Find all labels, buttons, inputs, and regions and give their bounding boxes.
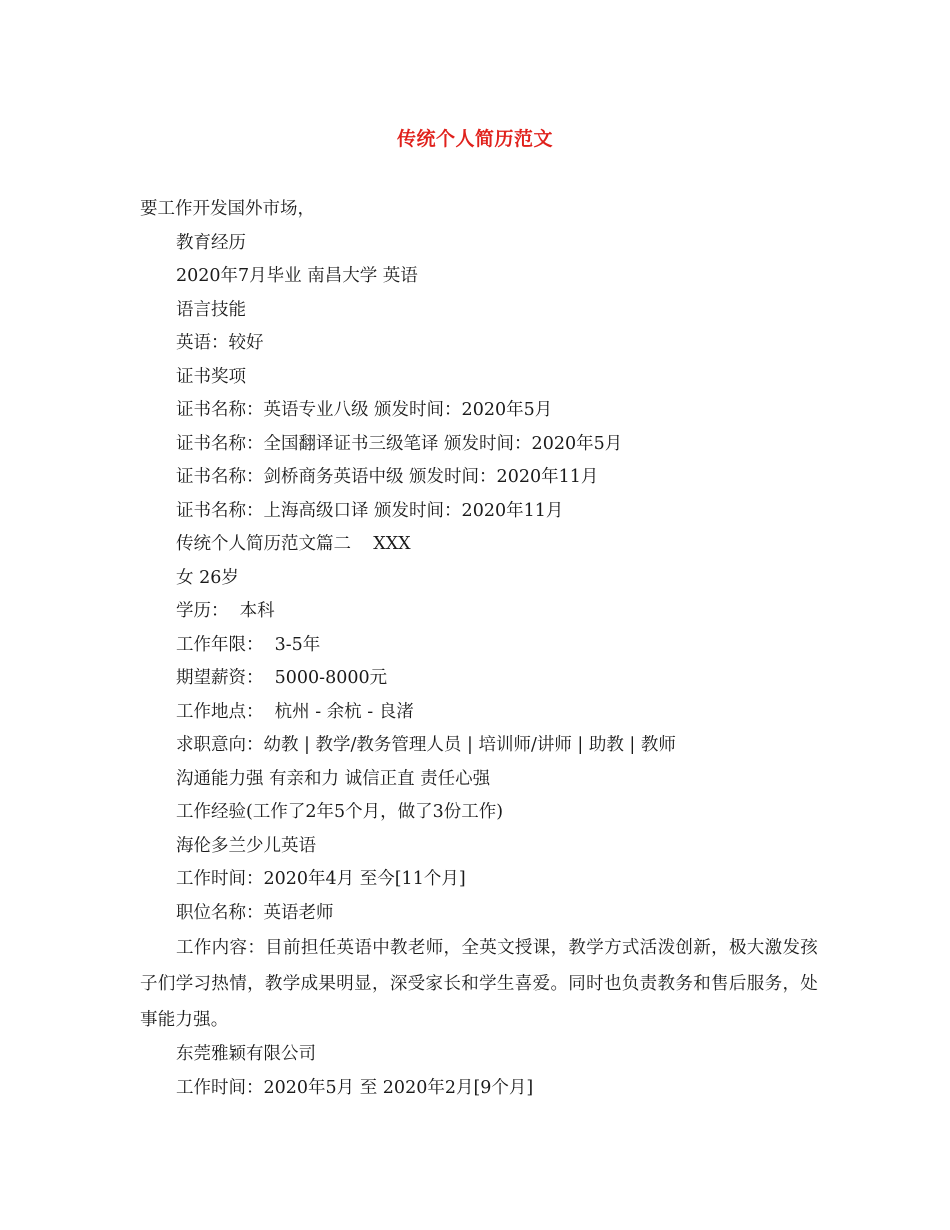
text-line: 2020年7月毕业 南昌大学 英语 bbox=[176, 266, 418, 286]
text-line: 求职意向：幼教 | 教学/教务管理人员 | 培训师/讲师 | 助教 | 教师 bbox=[176, 735, 676, 755]
text-line: 沟通能力强 有亲和力 诚信正直 责任心强 bbox=[176, 768, 491, 789]
certificate-line: 证书名称：上海高级口译 颁发时间：2020年11月 bbox=[176, 500, 564, 521]
text-line: 女 26岁 bbox=[176, 567, 239, 588]
text-line: 工作地点： 杭州 - 余杭 - 良渚 bbox=[176, 701, 414, 722]
text-line: 要工作开发国外市场， bbox=[140, 199, 315, 219]
certificate-line: 证书名称：剑桥商务英语中级 颁发时间：2020年11月 bbox=[176, 467, 599, 487]
job-description-paragraph: 工作内容：目前担任英语中教老师，全英文授课，教学方式活泼创新，极大激发孩子们学习热情，教学成果明显，深受家长和学生喜爱。同时也负责教务和售后服务，处事能力强。 bbox=[140, 938, 818, 1030]
resume-sample-heading: 传统个人简历范文篇二 XXX bbox=[176, 534, 411, 554]
text-line: 英语：较好 bbox=[176, 333, 264, 353]
text-line: 学历： 本科 bbox=[176, 601, 275, 621]
employer-name: 东莞雅颖有限公司 bbox=[176, 1044, 316, 1064]
section-heading-education: 教育经历 bbox=[176, 232, 246, 253]
section-heading-certificates: 证书奖项 bbox=[176, 366, 246, 387]
document-title: 传统个人简历范文 bbox=[396, 128, 553, 150]
section-heading-language-skills: 语言技能 bbox=[176, 299, 246, 320]
text-line: 工作年限： 3-5年 bbox=[176, 634, 321, 655]
employer-name: 海伦多兰少儿英语 bbox=[176, 835, 316, 856]
text-line: 期望薪资： 5000-8000元 bbox=[176, 668, 388, 688]
text-line: 职位名称：英语老师 bbox=[176, 902, 334, 923]
section-heading-work-experience: 工作经验(工作了2年5个月，做了3份工作) bbox=[176, 802, 504, 822]
text-line: 工作时间：2020年5月 至 2020年2月[9个月] bbox=[176, 1077, 534, 1098]
certificate-line: 证书名称：英语专业八级 颁发时间：2020年5月 bbox=[176, 400, 553, 420]
certificate-line: 证书名称：全国翻译证书三级笔译 颁发时间：2020年5月 bbox=[176, 433, 623, 454]
text-line: 工作时间：2020年4月 至今[11个月] bbox=[176, 869, 466, 889]
document-body bbox=[140, 193, 820, 1105]
